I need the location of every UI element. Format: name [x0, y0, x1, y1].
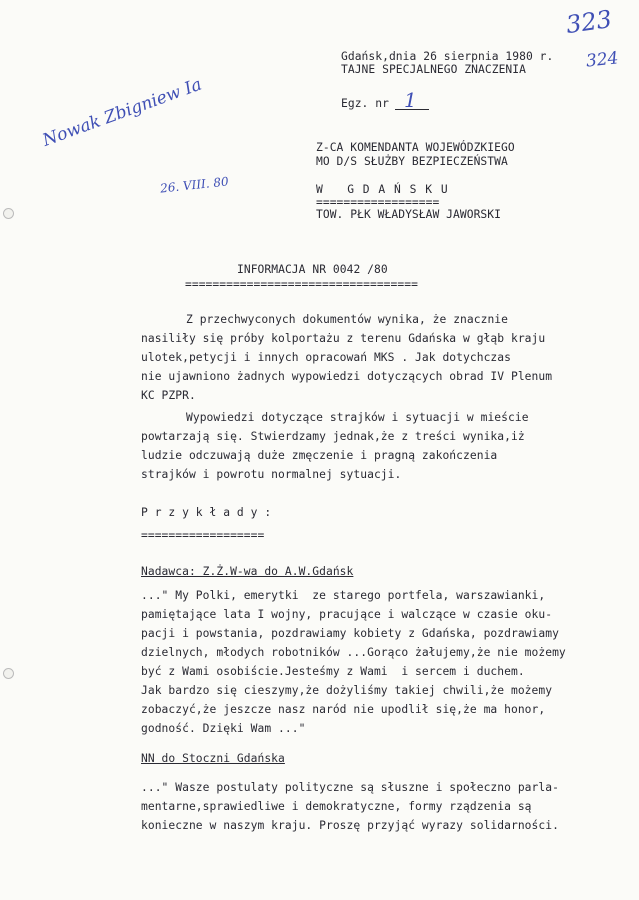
quote1-line-8: godność. Dzięki Wam ..."	[141, 722, 306, 735]
para1-line-4: nie ujawniono żadnych wypowiedzi dotyczących obrad IV Plenum	[141, 370, 553, 383]
addressee-rule: ==================	[316, 196, 440, 209]
quote2-line-1: ..." Wasze postulaty polityczne są słuszne i społeczno parla-	[141, 781, 559, 794]
sender-1: Nadawca: Z.Ż.W-wa do A.W.Gdańsk	[141, 565, 354, 578]
document-title: INFORMACJA NR 0042 /80	[237, 263, 388, 276]
quote1-line-5: być z Wami osobiście.Jesteśmy z Wami i sercem i duchem.	[141, 665, 525, 678]
quote2-line-3: konieczne w naszym kraju. Proszę przyjąć wyrazy solidarności.	[141, 819, 559, 832]
sender-2: NN do Stoczni Gdańska	[141, 752, 285, 765]
punch-hole-bottom	[3, 668, 14, 679]
quote1-line-2: pamiętające lata I wojny, pracujące i walczące w czasie oku-	[141, 608, 553, 621]
quote2-line-2: mentarne,sprawiedliwe i demokratyczne, formy rządzenia są	[141, 800, 532, 813]
quote1-line-3: pacji i powstania, pozdrawiamy kobiety z Gdańska, pozdrawiamy	[141, 627, 559, 640]
handwritten-page-number-second: 324	[585, 48, 620, 72]
para2-line-1: Wypowiedzi dotyczące strajków i sytuacji w mieście	[186, 411, 529, 424]
para2-line-4: strajków i powrotu normalnej sytuacji.	[141, 468, 402, 481]
addressee-line-1: Z-CA KOMENDANTA WOJEWÓDZKIEGO	[316, 141, 515, 154]
handwritten-page-number-top: 323	[564, 4, 614, 40]
place-and-date: Gdańsk,dnia 26 sierpnia 1980 r.	[341, 50, 554, 63]
examples-heading-rule: ==================	[141, 529, 265, 542]
quote1-line-6: Jak bardzo się cieszymy,że dożyliśmy takiej chwili,że możemy	[141, 684, 553, 697]
para2-line-2: powtarzają się. Stwierdzamy jednak,że z treści wynika,iż	[141, 430, 525, 443]
para1-line-5: KC PZPR.	[141, 389, 196, 402]
quote1-line-7: zobaczyć,że jeszcze nasz naród nie upodlił się,że ma honor,	[141, 703, 546, 716]
addressee-name: TOW. PŁK WŁADYSŁAW JAWORSKI	[316, 208, 501, 221]
quote1-line-1: ..." My Polki, emerytki ze starego portfela, warszawianki,	[141, 589, 546, 602]
addressee-line-2: MO D/S SŁUŻBY BEZPIECZEŃSTWA	[316, 155, 508, 168]
handwritten-margin-note: Nowak Zbigniew Ia	[40, 74, 205, 151]
para1-line-2: nasiliły się próby kolportażu z terenu Gdańska w głąb kraju	[141, 332, 546, 345]
document-title-rule: ==================================	[185, 278, 418, 291]
copy-number-label: Egz. nr	[341, 97, 389, 110]
para2-line-3: ludzie odczuwają duże zmęczenie i pragną zakończenia	[141, 449, 498, 462]
addressee-city: W G D A Ń S K U	[316, 183, 449, 196]
classification-stamp: TAJNE SPECJALNEGO ZNACZENIA	[341, 63, 526, 76]
copy-number-handwritten: 1	[404, 88, 417, 112]
examples-heading: P r z y k ł a d y :	[141, 506, 272, 519]
para1-line-1: Z przechwyconych dokumentów wynika, że znacznie	[186, 313, 509, 326]
quote1-line-4: dzielnych, młodych robotników ...Gorąco żałujemy,że nie możemy	[141, 646, 566, 659]
punch-hole-top	[3, 208, 14, 219]
para1-line-3: ulotek,petycji i innych opracowań MKS . Jak dotychczas	[141, 351, 511, 364]
handwritten-date-note: 26. VIII. 80	[159, 174, 230, 196]
